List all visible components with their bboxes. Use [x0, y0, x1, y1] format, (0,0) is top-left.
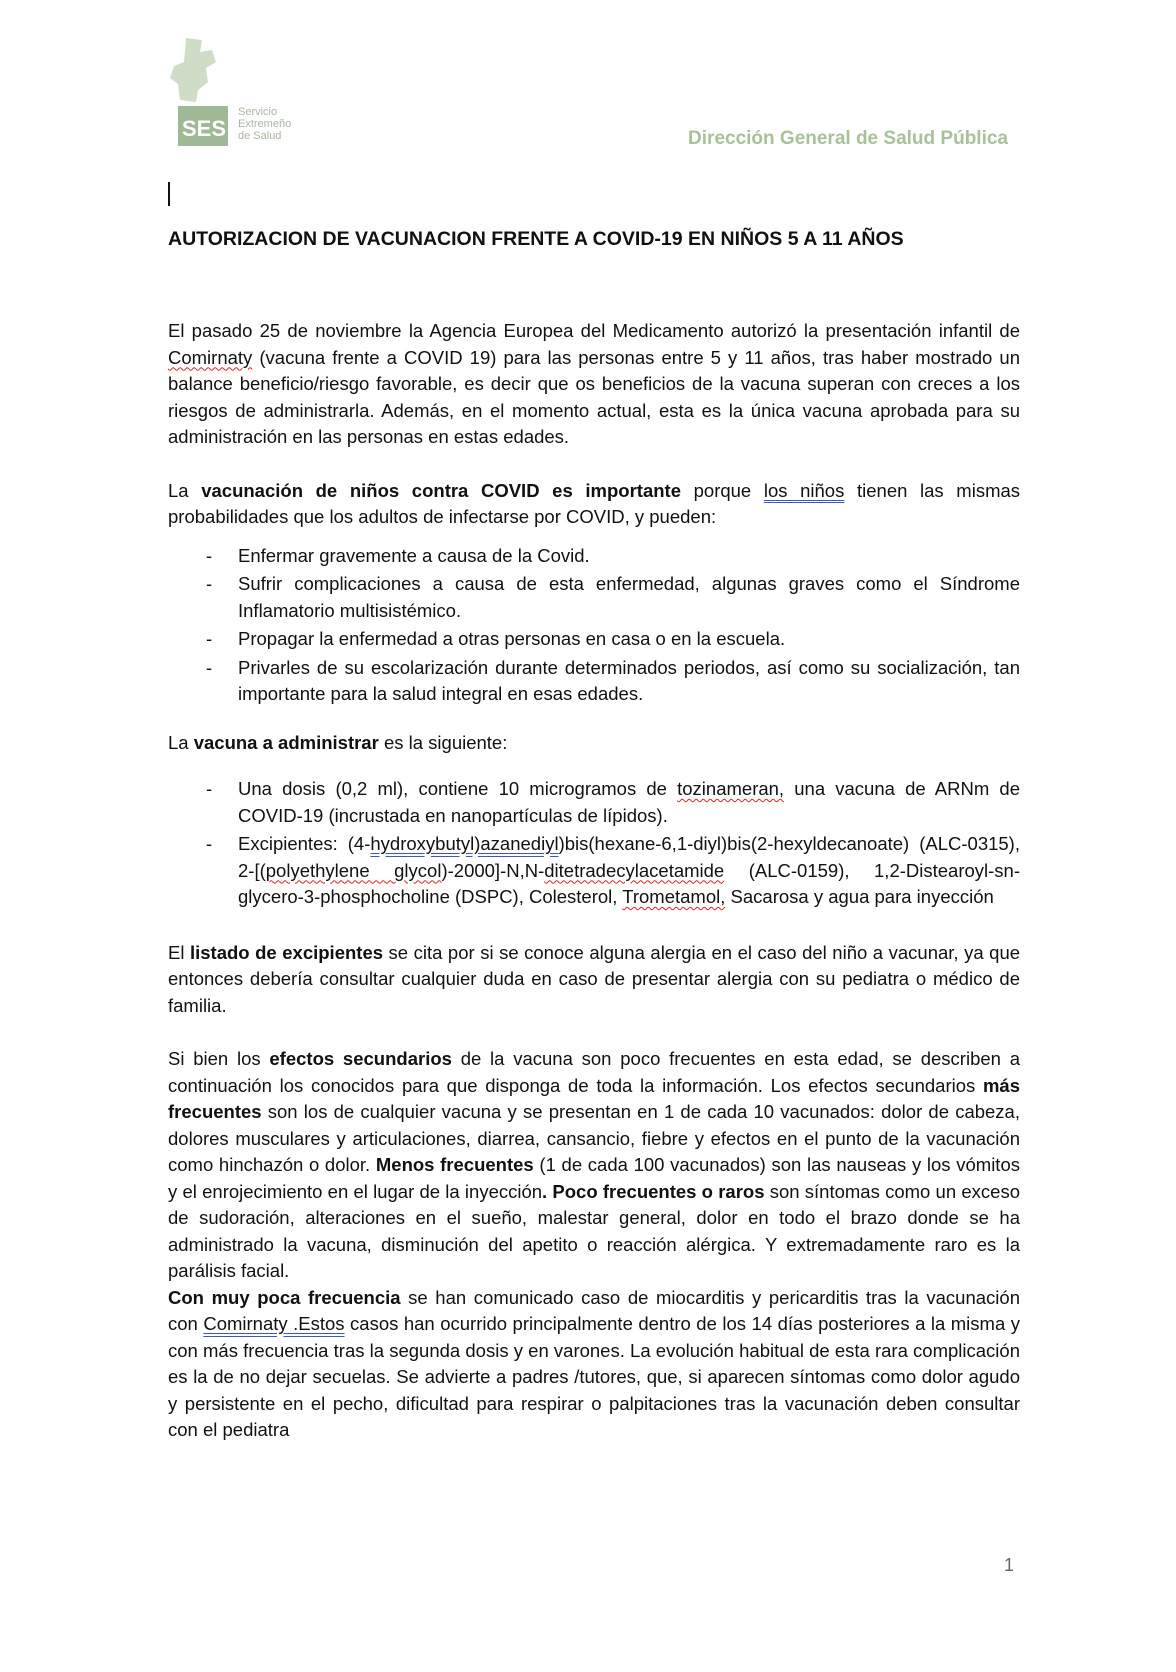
risks-list [168, 543, 1020, 708]
paragraph-side-effects: Si bien los efectos secundarios de la vacuna son poco frecuentes en esta edad, se describen a continuación los conocidos para que disponga de toda la información. Los efectos secundarios más frecuentes son los de cualquier vacuna y se presentan en 1 de cada 10 vacunados: dolor de cabeza, dolores musculares y articulaciones, diarrea, cansancio, fiebre y efectos en el punto de la vacunación como hinchazón o dolor. Menos frecuentes (1 de cada 100 vacunados) son las nauseas y los vómitos y el enrojecimiento en el lugar de la inyección. Poco frecuentes o raros son síntomas como un exceso de sudoración, alteraciones en el sueño, malestar general, dolor en todo el brazo donde se ha administrado la vacuna, disminución del apetito o reacción alérgica. Y extremadamente raro es la parálisis facial. [168, 1048, 1021, 1281]
paragraph-vaccine: La vacuna a administrar es la siguiente: [168, 731, 508, 753]
text-cursor [168, 182, 170, 206]
document-title: AUTORIZACION DE VACUNACION FRENTE A COVID-19 EN NIÑOS 5 A 11 AÑOS [168, 228, 904, 250]
department-heading: Dirección General de Salud Pública [688, 128, 1008, 149]
logo-line-1: Servicio [238, 106, 278, 118]
vaccine-list [168, 776, 1020, 911]
logo-line-3: de Salud [238, 130, 282, 142]
spellcheck-word: Comirnaty [168, 346, 253, 368]
paragraph-importance: La vacunación de niños contra COVID es importante porque los niños tienen las mismas probabilidades que los adultos de infectarse por COVID, y pueden: [168, 479, 1021, 527]
document-body [168, 318, 1020, 1444]
list-item: - Excipientes: (4-hydroxybutyl)azanediyl)bis(hexane-6,1-diyl)bis(2-hexyldecanoate) (ALC-0315), 2-[(polyethylene glycol)-2000]-N,N-ditetradecylacetamide (ALC-0159), 1,2-Distearoyl-sn-glycero-3-phosphocholine (DSPC), Colesterol, Trometamol, Sacarosa y agua para inyección [168, 831, 1020, 911]
logo-caption [238, 106, 291, 142]
list-item: - Sufrir complicaciones a causa de esta enfermedad, algunas graves como el Síndrome Inflamatorio multisistémico. [168, 571, 1020, 624]
grammar-check-phrase: los niños [763, 479, 845, 501]
logo-line-2: Extremeño [238, 118, 292, 130]
list-item: - Privarles de su escolarización durante determinados periodos, así como su socialización, tan importante para la salud integral en esas edades. [168, 655, 1020, 708]
list-item: - Una dosis (0,2 ml), contiene 10 microgramos de tozinameran, una vacuna de ARNm de COVID-19 (incrustada en nanopartículas de lípidos). [168, 776, 1020, 829]
paragraph-excipients: El listado de excipientes se cita por si se conoce alguna alergia en el caso del niño a vacunar, ya que entonces debería consultar cualquier duda en caso de presentar alergia con su pediatra o médico de familia. [168, 941, 1021, 1016]
paragraph-intro: El pasado 25 de noviembre la Agencia Europea del Medicamento autorizó la presentación infantil de Comirnaty (vacuna frente a COVID 19) para las personas entre 5 y 11 años, tras haber mostrado un balance beneficio/riesgo favorable, es decir que os beneficios de la vacuna superan con creces a los riesgos de administrarla. Además, en el momento actual, esta es la única vacuna aprobada para su administración en las personas en estas edades. [168, 320, 1020, 447]
page-number: 1 [1003, 1555, 1014, 1575]
list-item: - Propagar la enfermedad a otras personas en casa o en la escuela. [168, 626, 1020, 653]
logo-abbrev: SES [182, 116, 227, 141]
logo-leaf-shape [170, 38, 216, 102]
paragraph-myocarditis: Con muy poca frecuencia se han comunicado caso de miocarditis y pericarditis tras la vacunación con Comirnaty .Estos casos han ocurrido principalmente dentro de los 14 días posteriores a la misma y con más frecuencia tras la segunda dosis y en varones. La evolución habitual de esta rara complicación es la de no dejar secuelas. Se advierte a padres /tutores, que, si aparecen síntomas como dolor agudo y persistente en el pecho, dificultad para respirar o palpitaciones tras la vacunación deben consultar con el pediatra [168, 1286, 1020, 1440]
list-item: - Enfermar gravemente a causa de la Covid. [168, 543, 1020, 570]
